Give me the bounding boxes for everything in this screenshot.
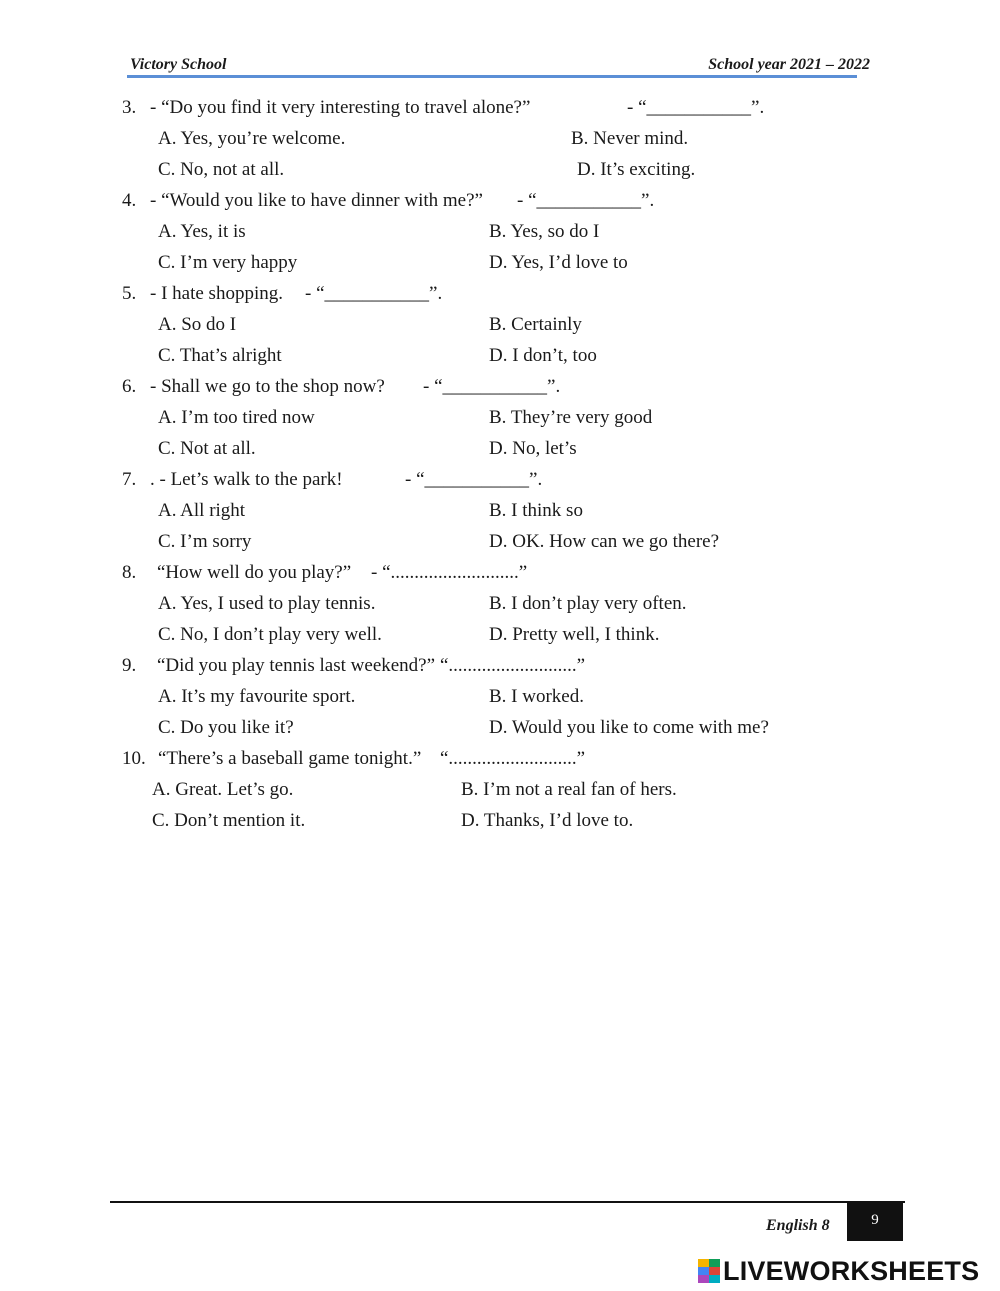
- logo-block: [709, 1267, 720, 1275]
- logo-block: [698, 1275, 709, 1283]
- subject-label: English 8: [766, 1217, 830, 1234]
- logo-block: [698, 1259, 709, 1267]
- question-prompt: . - Let’s walk to the park!: [150, 469, 343, 490]
- option-c[interactable]: C. I’m sorry: [158, 531, 252, 552]
- option-b[interactable]: B. I think so: [489, 500, 583, 521]
- question-number: 5.: [122, 283, 137, 304]
- option-b[interactable]: B. I worked.: [489, 686, 584, 707]
- option-a[interactable]: A. It’s my favourite sport.: [158, 686, 356, 707]
- liveworksheets-brand: [698, 1255, 979, 1287]
- question-prompt: “How well do you play?”: [157, 562, 352, 583]
- question-prompt: “Did you play tennis last weekend?”: [157, 655, 436, 676]
- footer-rule: [110, 1201, 905, 1203]
- option-a[interactable]: A. So do I: [158, 314, 237, 335]
- question-response-blank[interactable]: - “___________”.: [423, 376, 561, 397]
- option-d[interactable]: D. OK. How can we go there?: [489, 531, 720, 552]
- option-a[interactable]: A. Yes, I used to play tennis.: [158, 593, 376, 614]
- question-number: 10.: [122, 748, 146, 769]
- option-a[interactable]: A. I’m too tired now: [158, 407, 315, 428]
- option-b[interactable]: B. Yes, so do I: [489, 221, 600, 242]
- option-c[interactable]: C. Do you like it?: [158, 717, 294, 738]
- option-d[interactable]: D. Thanks, I’d love to.: [461, 810, 634, 831]
- question-number: 9.: [122, 655, 137, 676]
- option-b[interactable]: B. I don’t play very often.: [489, 593, 687, 614]
- question-number: 6.: [122, 376, 137, 397]
- option-a[interactable]: A. Yes, you’re welcome.: [158, 128, 346, 149]
- question-prompt: - “Do you find it very interesting to travel alone?”: [150, 97, 531, 118]
- header-rule: [127, 75, 857, 78]
- option-b[interactable]: B. I’m not a real fan of hers.: [461, 779, 677, 800]
- option-c[interactable]: C. Not at all.: [158, 438, 256, 459]
- question-response-blank[interactable]: - “___________”.: [627, 97, 765, 118]
- option-c[interactable]: C. That’s alright: [158, 345, 282, 366]
- question-number: 7.: [122, 469, 137, 490]
- option-c[interactable]: C. No, I don’t play very well.: [158, 624, 382, 645]
- question-response-blank[interactable]: - “___________”.: [405, 469, 543, 490]
- option-c[interactable]: C. I’m very happy: [158, 252, 298, 273]
- option-a[interactable]: A. Great. Let’s go.: [152, 779, 294, 800]
- logo-block: [709, 1259, 720, 1267]
- question-response-blank[interactable]: “...........................”: [440, 655, 586, 676]
- option-a[interactable]: A. Yes, it is: [158, 221, 246, 242]
- question-response-blank[interactable]: - “...........................”: [371, 562, 528, 583]
- page-number: 9: [847, 1203, 903, 1241]
- option-b[interactable]: B. Certainly: [489, 314, 582, 335]
- option-d[interactable]: D. I don’t, too: [489, 345, 597, 366]
- logo-block: [709, 1275, 720, 1283]
- option-d[interactable]: D. Pretty well, I think.: [489, 624, 660, 645]
- question-prompt: - I hate shopping.: [150, 283, 283, 304]
- liveworksheets-logo-icon: [698, 1259, 720, 1283]
- question-prompt: - Shall we go to the shop now?: [150, 376, 385, 397]
- question-number: 4.: [122, 190, 137, 211]
- option-d[interactable]: D. No, let’s: [489, 438, 577, 459]
- option-c[interactable]: C. Don’t mention it.: [152, 810, 306, 831]
- question-prompt: - “Would you like to have dinner with me?”: [150, 190, 483, 211]
- option-d[interactable]: D. Yes, I’d love to: [489, 252, 628, 273]
- question-response-blank[interactable]: - “___________”.: [517, 190, 655, 211]
- option-b[interactable]: B. Never mind.: [571, 128, 689, 149]
- option-c[interactable]: C. No, not at all.: [158, 159, 285, 180]
- option-d[interactable]: D. Would you like to come with me?: [489, 717, 769, 738]
- option-b[interactable]: B. They’re very good: [489, 407, 653, 428]
- question-response-blank[interactable]: “...........................”: [440, 748, 586, 769]
- question-number: 8.: [122, 562, 137, 583]
- option-d[interactable]: D. It’s exciting.: [577, 159, 696, 180]
- brand-name: LIVEWORKSHEETS: [723, 1255, 980, 1286]
- option-a[interactable]: A. All right: [158, 500, 246, 521]
- logo-block: [698, 1267, 709, 1275]
- school-year: School year 2021 – 2022: [708, 56, 870, 73]
- question-response-blank[interactable]: - “___________”.: [305, 283, 443, 304]
- school-name: Victory School: [130, 56, 227, 73]
- question-prompt: “There’s a baseball game tonight.”: [158, 748, 422, 769]
- question-number: 3.: [122, 97, 137, 118]
